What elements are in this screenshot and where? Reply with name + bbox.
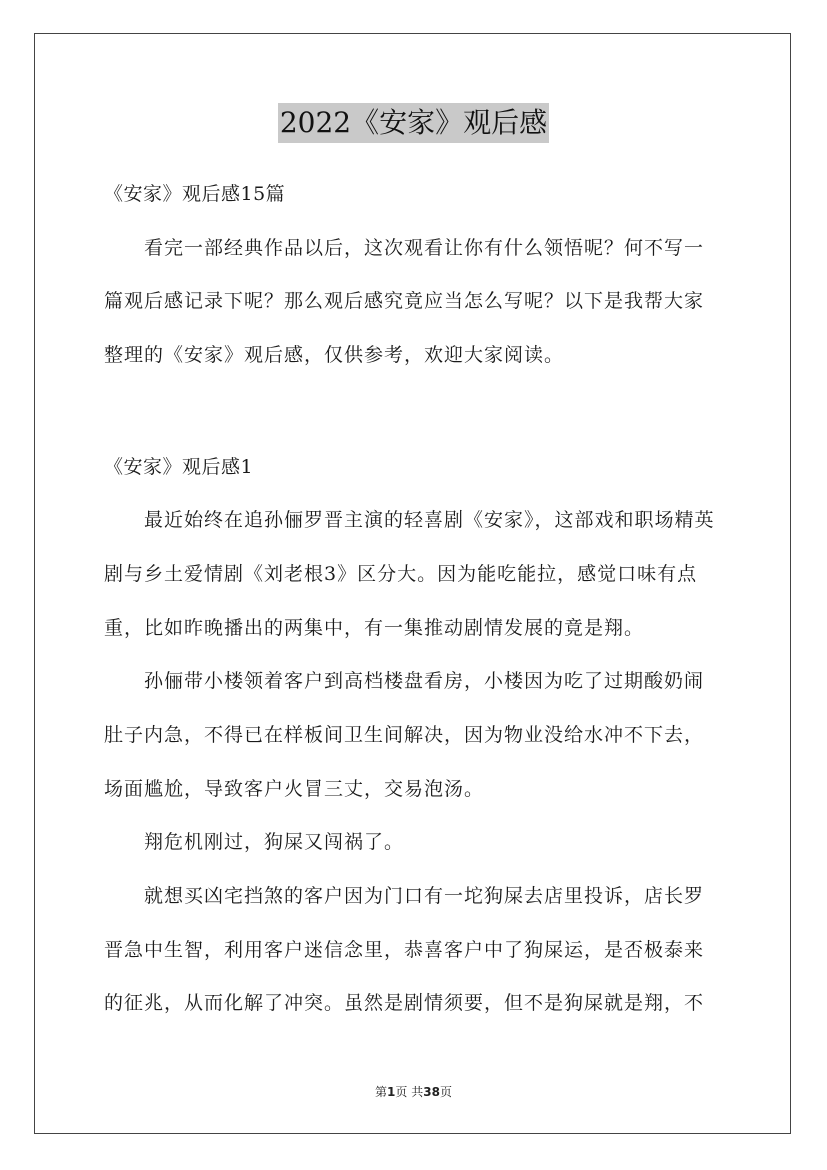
body-line: 剧与乡土爱情剧《刘老根3》区分大。因为能吃能拉，感觉口味有点 [104, 563, 698, 585]
document-subtitle: 《安家》观后感15篇 [104, 183, 286, 205]
body-line: 重，比如昨晚播出的两集中，有一集推动剧情发展的竟是翔。 [104, 617, 645, 639]
footer-mid: 页 共 [395, 1085, 424, 1099]
body-line: 翔危机刚过，狗屎又闯祸了。 [144, 831, 405, 853]
body-line: 的征兆，从而化解了冲突。虽然是剧情须要，但不是狗屎就是翔，不 [104, 992, 705, 1014]
footer-prefix: 第 [375, 1085, 388, 1099]
document-title: 2022《安家》观后感 [278, 103, 549, 143]
intro-line: 整理的《安家》观后感，仅供参考，欢迎大家阅读。 [104, 344, 565, 366]
intro-line: 篇观后感记录下呢？那么观后感究竟应当怎么写呢？以下是我帮大家 [104, 290, 705, 312]
body-line: 孙俪带小楼领着客户到高档楼盘看房，小楼因为吃了过期酸奶闹 [144, 670, 705, 692]
title-container [0, 103, 827, 143]
page-footer [0, 1083, 827, 1100]
footer-total-pages: 38 [423, 1085, 440, 1099]
body-line: 场面尴尬，导致客户火冒三丈，交易泡汤。 [104, 778, 485, 800]
footer-suffix: 页 [439, 1085, 452, 1099]
section-heading: 《安家》观后感1 [104, 456, 254, 478]
body-line: 最近始终在追孙俪罗晋主演的轻喜剧《安家》，这部戏和职场精英 [144, 509, 715, 531]
footer-page-number: 1 [387, 1085, 396, 1099]
body-line: 肚子内急，不得已在样板间卫生间解决，因为物业没给水冲不下去， [104, 724, 705, 746]
intro-line: 看完一部经典作品以后，这次观看让你有什么领悟呢？何不写一 [144, 237, 705, 259]
body-line: 就想买凶宅挡煞的客户因为门口有一坨狗屎去店里投诉，店长罗 [144, 885, 705, 907]
body-line: 晋急中生智，利用客户迷信念里，恭喜客户中了狗屎运，是否极泰来 [104, 939, 705, 961]
